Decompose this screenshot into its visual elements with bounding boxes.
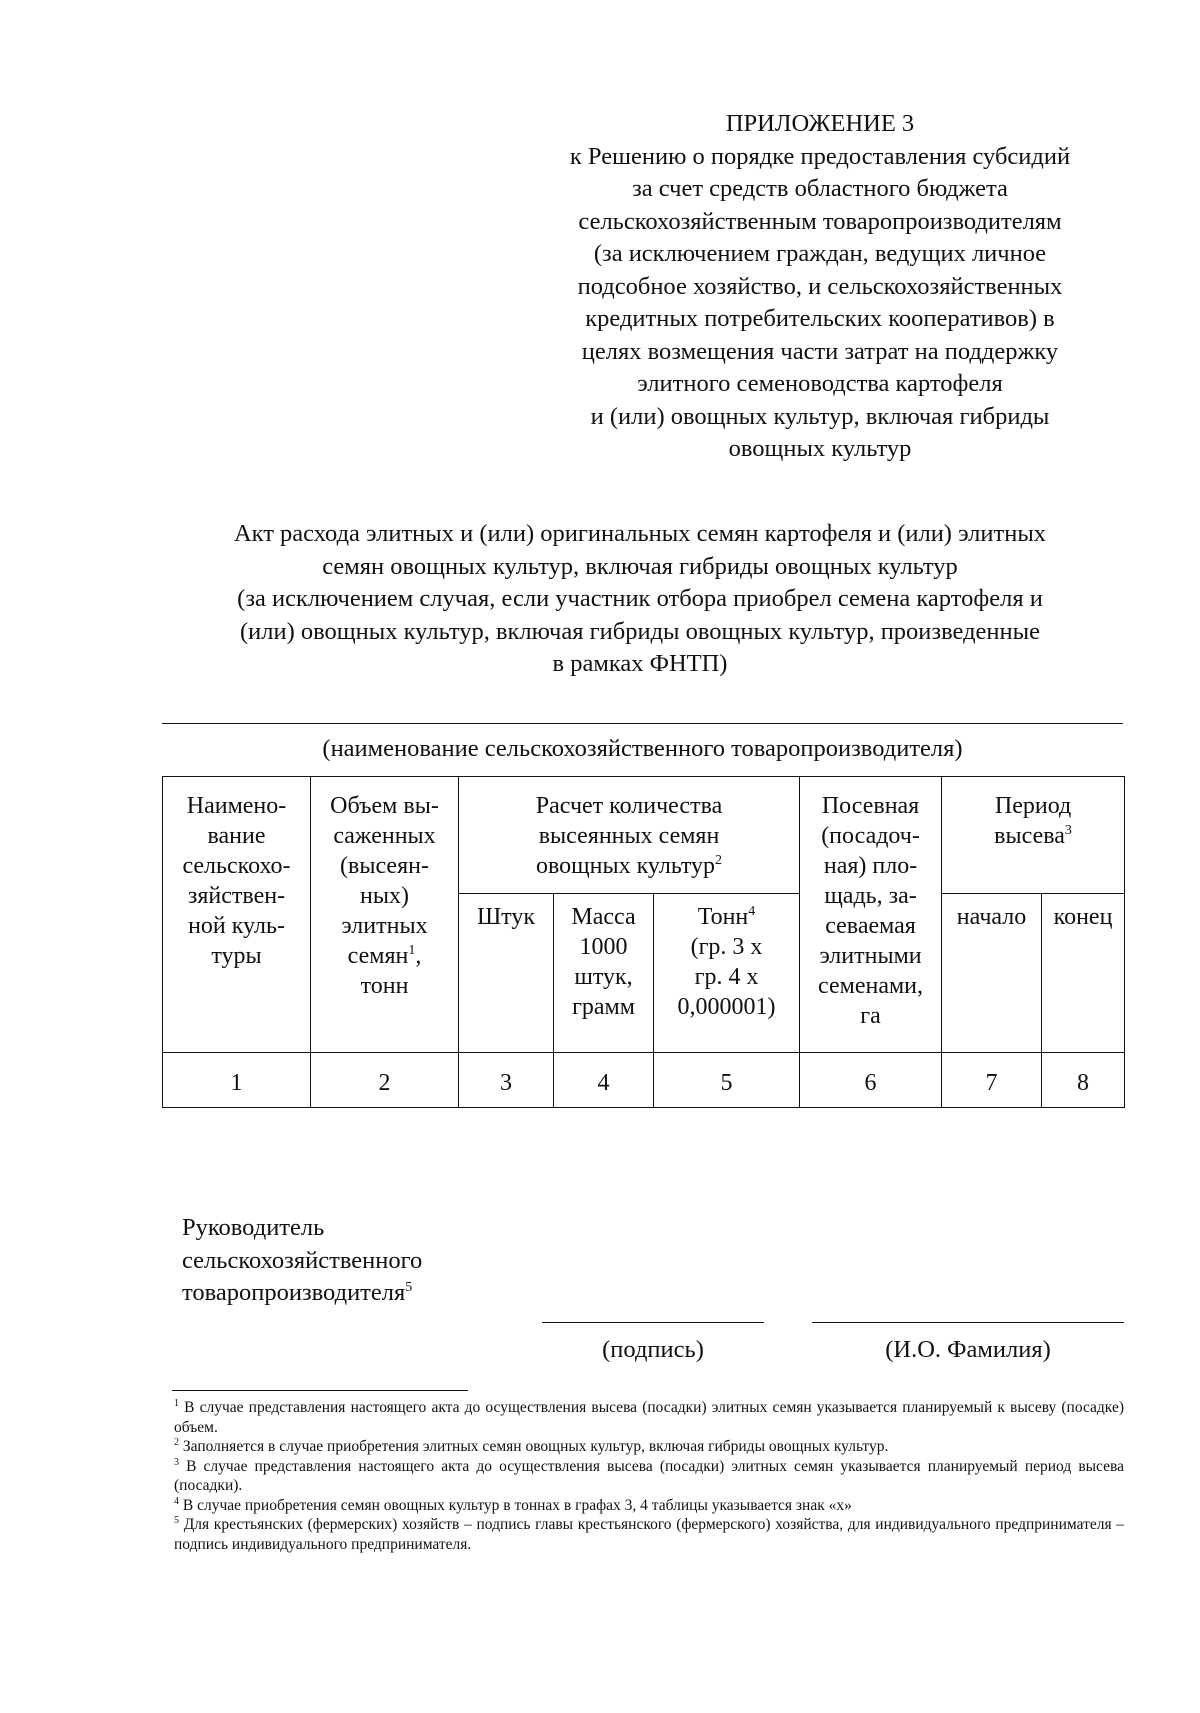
act-title-line: (или) овощных культур, включая гибриды овощных культур, произведенные xyxy=(240,617,1040,645)
footnote-ref: 1 xyxy=(408,943,416,958)
act-title xyxy=(160,518,1120,681)
act-title-line: (за исключением случая, если участник отбора приобрел семена картофеля и xyxy=(237,585,1043,612)
column-number: 7 xyxy=(942,1053,1042,1108)
footnote-item: $^5$ Для крестьянских (фермерских) хозяйств – подпись главы крестьянского (фермерского) хозяйства, для индивидуального предпринимателя – подпись индивидуального предпринимателя. xyxy=(174,1514,1125,1553)
column-number: 3 xyxy=(459,1053,554,1108)
header-crop-name: Наимено- вание сельскохо- зяйствен- ной куль- туры xyxy=(163,777,311,1053)
appendix-line: и (или) овощных культур, включая гибриды xyxy=(590,402,1050,430)
column-number: 4 xyxy=(554,1053,654,1108)
appendix-line: сельскохозяйственным товаропроизводителям xyxy=(578,207,1062,235)
column-number: 8 xyxy=(1042,1053,1125,1108)
appendix-line: подсобное хозяйство, и сельскохозяйственных xyxy=(577,272,1063,300)
footnote-item: $^1$ В случае представления настоящего акта до осуществления высева (посадки) элитных семян указывается планируемый к высеву (посадке) объем. xyxy=(174,1397,1124,1436)
footnote-ref: 4 xyxy=(748,904,756,919)
signature-caption: (подпись) xyxy=(602,1336,704,1363)
appendix-title: ПРИЛОЖЕНИЕ 3 xyxy=(725,110,915,137)
act-table xyxy=(162,776,1125,1108)
header-mass: Масса 1000 штук, грамм xyxy=(554,894,654,1053)
column-number: 5 xyxy=(654,1053,800,1108)
header-pieces: Штук xyxy=(459,894,554,1053)
footnote-ref: 2 xyxy=(715,853,723,868)
footnote-item: $^2$ Заполняется в случае приобретения элитных семян овощных культур, включая гибриды овощных культур. xyxy=(174,1436,889,1455)
appendix-line: за счет средств областного бюджета xyxy=(632,175,1008,202)
header-period-group: Период высева$^3$ xyxy=(942,777,1125,894)
act-title-line: семян овощных культур, включая гибриды овощных культур xyxy=(322,552,958,580)
act-title-line: Акт расхода элитных и (или) оригинальных семян картофеля и (или) элитных xyxy=(233,520,1047,547)
appendix-line: (за исключением граждан, ведущих личное xyxy=(593,240,1047,267)
column-number: 6 xyxy=(800,1053,942,1108)
full-name-field[interactable] xyxy=(812,1322,1124,1323)
table-header-row xyxy=(163,777,1125,894)
signature-field[interactable] xyxy=(542,1322,764,1323)
full-name-caption: (И.О. Фамилия) xyxy=(885,1336,1051,1363)
footnote-item: $^3$ В случае представления настоящего акта до осуществления высева (посадки) элитных семян указывается планируемый период высева (посадки). xyxy=(174,1456,1124,1494)
producer-name-caption: (наименование сельскохозяйственного товаропроизводителя) xyxy=(322,735,963,762)
appendix-line: кредитных потребительских кооперативов) в xyxy=(585,305,1055,332)
column-number: 2 xyxy=(311,1053,459,1108)
appendix-line: овощных культур xyxy=(728,435,912,462)
footnote-ref: 5 xyxy=(405,1279,413,1295)
footnote-item: $^4$ В случае приобретения семян овощных культур в тоннах в графах 3, 4 таблицы указывается знак «х» xyxy=(174,1495,852,1514)
header-seed-volume: Объем вы- саженных (высеян- ных) элитных семян$^1$, тонн xyxy=(311,777,459,1053)
appendix-line: элитного семеноводства картофеля xyxy=(637,370,1003,397)
header-period-end: конец xyxy=(1042,894,1125,1053)
header-period-start: начало xyxy=(942,894,1042,1053)
act-title-line: в рамках ФНТП) xyxy=(552,650,728,677)
column-number-row xyxy=(163,1053,1125,1108)
appendix-header xyxy=(520,108,1120,466)
signatory-title: Руководитель сельскохозяйственного товаропроизводителя$^5$ xyxy=(182,1214,423,1306)
appendix-line: целях возмещения части затрат на поддержку xyxy=(581,337,1059,365)
producer-name-field[interactable] xyxy=(162,723,1123,724)
appendix-line: к Решению о порядке предоставления субсидий xyxy=(569,142,1071,170)
column-number: 1 xyxy=(163,1053,311,1108)
footnotes xyxy=(174,1398,1124,1554)
footnote-divider xyxy=(172,1390,468,1391)
header-tons: Тонн$^4$ (гр. 3 х гр. 4 х 0,000001) xyxy=(654,894,800,1053)
header-sowing-area: Посевная (посадоч- ная) пло- щадь, за- севаемая элитными семенами, га xyxy=(800,777,942,1053)
footnote-ref: 3 xyxy=(1064,823,1072,838)
header-calc-group: Расчет количества высеянных семян овощных культур$^2$ xyxy=(459,777,800,894)
